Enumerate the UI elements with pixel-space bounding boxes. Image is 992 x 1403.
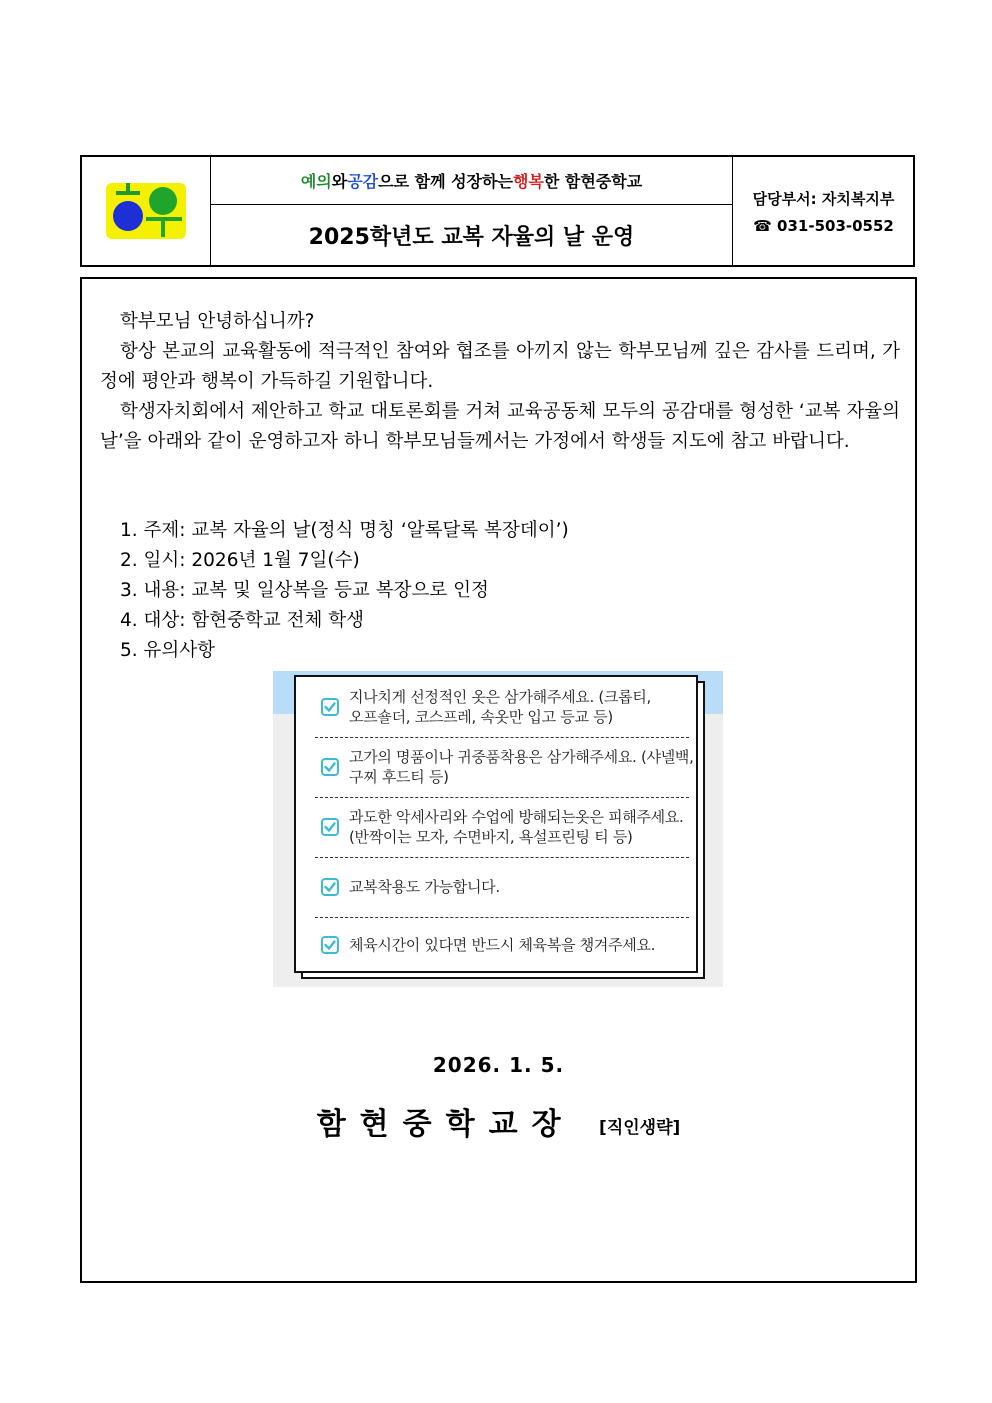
motto-part: 한 함현중학교 <box>543 172 643 191</box>
notice-text <box>349 747 694 787</box>
school-motto <box>211 157 732 205</box>
document-body <box>80 277 917 1283</box>
paragraph-2 <box>100 397 900 457</box>
notice-text <box>349 807 684 847</box>
notice-line: 고가의 명품이나 귀중품착용은 삼가해주세요. (샤넬백, <box>349 748 694 766</box>
notice-text: 체육시간이 있다면 반드시 체육복을 챙겨주세요. <box>349 936 656 954</box>
checkbox-icon <box>321 936 339 954</box>
list-item: 1. 주제: 교복 자율의 날(정식 명칭 ‘알록달록 복장데이’) <box>120 520 569 541</box>
checkbox-icon <box>321 818 339 836</box>
dashed-divider <box>315 737 689 738</box>
list-item: 3. 내용: 교복 및 일상복을 등교 복장으로 인정 <box>120 580 489 601</box>
notice-item <box>296 745 696 789</box>
dashed-divider <box>315 797 689 798</box>
notice-text <box>349 687 651 727</box>
notice-item <box>296 685 696 729</box>
notice-text: 교복착용도 가능합니다. <box>349 878 500 896</box>
notice-card <box>294 675 698 973</box>
motto-part: 공감 <box>347 172 379 191</box>
info-list <box>120 516 569 666</box>
notice-item <box>296 865 696 909</box>
notice-line: 과도한 악세사리와 수업에 방해되는옷은 피해주세요. <box>349 808 684 826</box>
document-header <box>80 155 915 267</box>
paragraph-2-text: 학생자치회에서 제안하고 학교 대토론회를 거쳐 교육공동체 모두의 공감대를 형성한 ‘교복 자율의 날’을 아래와 같이 운영하고자 하니 학부모님들께서는 가정에서 학생들 지도에 참고 바랍니다. <box>100 401 900 452</box>
department: 담당부서: 자치복지부 <box>752 189 895 208</box>
paragraph-1 <box>100 337 900 397</box>
phone-number: ☎ 031-503-0552 <box>753 216 894 235</box>
list-item: 4. 대상: 함현중학교 전체 학생 <box>120 610 364 631</box>
list-item: 2. 일시: 2026년 1월 7일(수) <box>120 550 360 571</box>
paragraph-1-text: 항상 본교의 교육활동에 적극적인 참여와 협조를 아끼지 않는 학부모님께 깊은 감사를 드리며, 가정에 평안과 행복이 가득하길 기원합니다. <box>100 341 900 392</box>
notice-line: 지나치게 선정적인 옷은 삼가해주세요. (크롭티, <box>349 688 651 706</box>
school-logo <box>106 179 186 241</box>
notice-line: (반짝이는 모자, 수면바지, 욕설프린팅 티 등) <box>349 828 633 846</box>
document-title: 2025학년도 교복 자율의 날 운영 <box>308 224 635 250</box>
notice-item <box>296 923 696 967</box>
principal-title: 함현중학교장 <box>316 1107 575 1142</box>
principal-signature <box>82 1099 915 1143</box>
motto-part: 으로 함께 성장하는 <box>378 172 513 191</box>
precautions-image <box>273 671 723 987</box>
checkbox-icon <box>321 878 339 896</box>
list-item: 5. 유의사항 <box>120 640 216 661</box>
greeting <box>100 307 900 337</box>
motto-part: 와 <box>331 172 348 191</box>
checkbox-icon <box>321 758 339 776</box>
notice-line: 오프숄더, 코스프레, 속옷만 입고 등교 등) <box>349 708 613 726</box>
contact-info <box>732 157 914 265</box>
motto-part: 행복 <box>512 172 544 191</box>
document-date: 2026. 1. 5. <box>432 1053 565 1077</box>
checkbox-icon <box>321 698 339 716</box>
motto-part: 예의 <box>300 172 332 191</box>
greeting-text: 학부모님 안녕하십니까? <box>120 311 315 332</box>
dashed-divider <box>315 917 689 918</box>
notice-item <box>296 805 696 849</box>
dashed-divider <box>315 857 689 858</box>
notice-line: 구찌 후드티 등) <box>349 768 449 786</box>
seal-note: [직인생략] <box>599 1118 681 1138</box>
logo-cell <box>82 157 211 265</box>
